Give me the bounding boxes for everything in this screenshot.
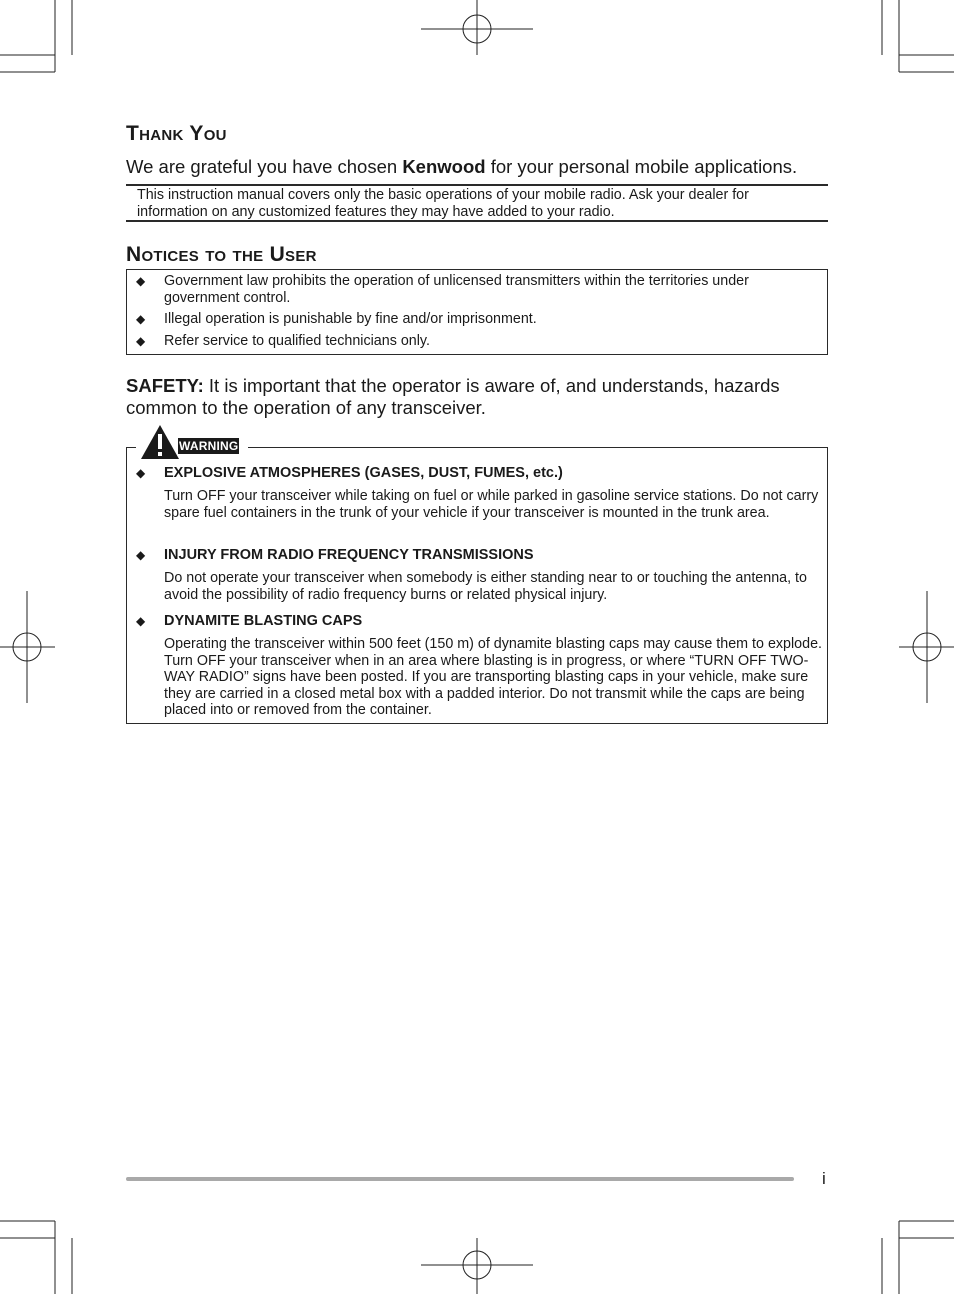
manual-scope-text: This instruction manual covers only the basic operations of your mobile radio. Ask your dealer for information on any customized features they may have added to your radio. (137, 187, 749, 220)
manual-scope-note (126, 184, 828, 222)
diamond-bullet-icon: ◆ (136, 466, 146, 480)
lead-text-after: for your personal mobile applications. (485, 156, 798, 177)
notices-heading: Notices to the User (126, 243, 317, 266)
page-number: i (822, 1169, 826, 1188)
safety-statement (126, 375, 828, 418)
warning-triangle-icon (140, 424, 180, 460)
notice-text: Government law prohibits the operation of unlicensed transmitters within the territories under government control. (164, 273, 749, 306)
warning-item-title: INJURY FROM RADIO FREQUENCY TRANSMISSIONS (164, 547, 534, 563)
warning-item-body: Do not operate your transceiver when somebody is either standing near to or touching the antenna, to avoid the possibility of radio frequency burns or related physical injury. (164, 570, 807, 603)
brand-name: Kenwood (402, 156, 486, 177)
notices-box (126, 269, 828, 355)
warning-item-title: EXPLOSIVE ATMOSPHERES (GASES, DUST, FUMES, etc.) (164, 465, 563, 481)
diamond-bullet-icon: ◆ (136, 614, 146, 628)
diamond-bullet-icon: ◆ (136, 548, 146, 562)
warning-badge (136, 424, 248, 460)
thank-you-lead (126, 155, 797, 179)
warning-label: WARNING (179, 439, 239, 453)
diamond-bullet-icon: ◆ (136, 312, 146, 326)
diamond-bullet-icon: ◆ (136, 274, 146, 288)
safety-text: It is important that the operator is aware of, and understands, hazards common to the operation of any transceiver. (126, 375, 780, 418)
footer-rule (126, 1177, 794, 1181)
safety-label: SAFETY: (126, 375, 204, 396)
warning-item-body: Operating the transceiver within 500 feet (150 m) of dynamite blasting caps may cause them to explode. Turn OFF your transceiver when in an area where blasting is in progress, or where “TURN OFF TWO-WAY RADIO” signs have been posted. If you are transporting blasting caps in your vehicle, make sure they are carried in a closed metal box with a padded interior. Do not transmit while the caps are being placed into or removed from the container. (164, 636, 823, 718)
notice-text: Refer service to qualified technicians only. (164, 333, 430, 349)
warning-box (126, 447, 828, 724)
lead-text-before: We are grateful you have chosen (126, 156, 403, 177)
warning-item-title: DYNAMITE BLASTING CAPS (164, 613, 363, 629)
notice-text: Illegal operation is punishable by fine and/or imprisonment. (164, 311, 537, 327)
diamond-bullet-icon: ◆ (136, 334, 146, 348)
thank-you-heading: Thank You (126, 122, 227, 145)
warning-item-body: Turn OFF your transceiver while taking on fuel or while parked in gasoline service stations. Do not carry spare fuel containers in the trunk of your vehicle if your transceiver is mounted in the trunk area. (164, 488, 819, 521)
